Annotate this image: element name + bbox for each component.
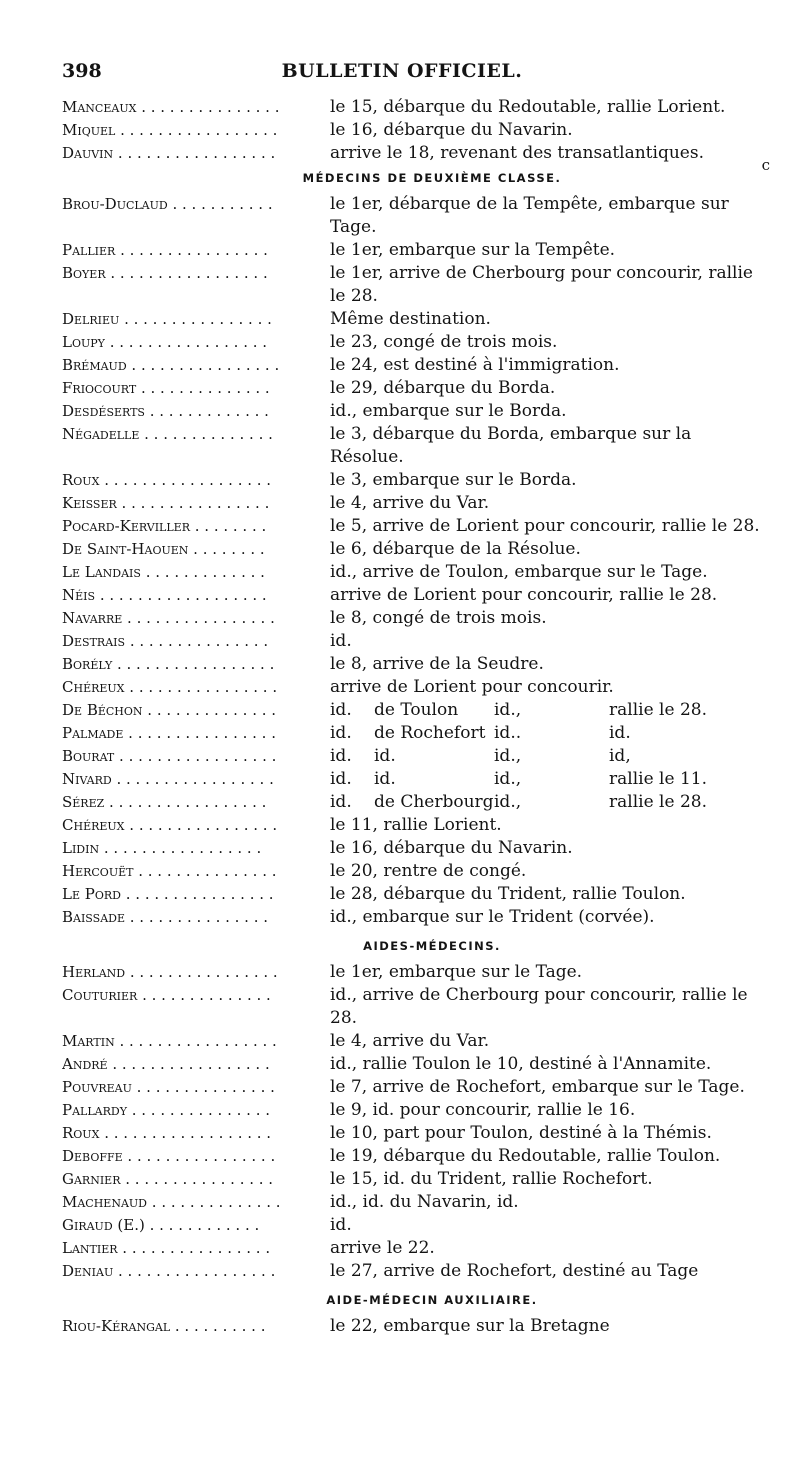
entry-name: Deniau . . . . . . . . . . . . . . . . . [62,1262,276,1280]
leader-dots: . . . . . . . . . . . . . . . [133,862,277,880]
leader-dots: . . . . . . . . . . . . . [144,402,269,420]
entry-name: Miquel . . . . . . . . . . . . . . . . . [62,121,278,139]
entry-name: Keisser . . . . . . . . . . . . . . . . [62,494,270,512]
entry-row [62,1191,762,1214]
leader-dots: . . . . . . . . . . . . . . [136,379,270,397]
entry-row [62,1260,762,1283]
entry-row [62,423,762,469]
entry-row [62,837,762,860]
entry-row [62,1214,762,1237]
entry-row [62,538,762,561]
leader-dots: . . . . . . . . . . . . . . . [131,1078,275,1096]
entry-description: id., arrive de Cherbourg pour concourir, rallie le 28. [330,985,748,1028]
entry-name: Néis . . . . . . . . . . . . . . . . . . [62,586,267,604]
entry-row [62,630,762,653]
entries-group-0 [62,96,762,165]
leader-dots: . . . . . . . . . . . . . . . . . [112,655,275,673]
entry-description: le 9, id. pour concourir, rallie le 16. [330,1100,636,1120]
entry-description: arrive de Lorient pour concourir, rallie le 28. [330,585,718,605]
entry-row [62,1315,762,1338]
leader-dots: . . . . . . . . [188,540,265,558]
entry-description: id., id. du Navarin, id. [330,1192,519,1212]
entry-row [62,1053,762,1076]
entry-description: le 16, débarque du Navarin. [330,120,573,140]
leader-dots: . . . . . . . . . . . . . . . . . [107,1055,270,1073]
entry-description: le 19, débarque du Redoutable, rallie Toulon. [330,1146,721,1166]
entry-name: Lantier . . . . . . . . . . . . . . . . [62,1239,271,1257]
entry-description [328,791,762,814]
entry-row [62,883,762,906]
entry-description: le 27, arrive de Rochefort, destiné au Tage [330,1261,699,1281]
grid-cell: id. [330,700,352,720]
leader-dots: . . . . . . . . . . . . . . [142,701,277,719]
entry-description: le 29, débarque du Borda. [330,378,556,398]
entry-name: Négadelle . . . . . . . . . . . . . . [62,425,273,443]
section-heading-aides: AIDES-MÉDECINS. [363,939,501,953]
grid-row [62,722,762,745]
entry-name: De Saint-Haouen . . . . . . . . [62,540,265,558]
leader-dots: . . . . . . . . . . . . . . . . . . [95,586,267,604]
entry-row [62,119,762,142]
entry-name: Navarre . . . . . . . . . . . . . . . . [62,609,275,627]
entry-name: Couturier . . . . . . . . . . . . . . [62,986,271,1004]
leader-dots: . . . . . . . . . . . . . . . . [124,678,278,696]
entry-name: Destrais . . . . . . . . . . . . . . . [62,632,269,650]
entry-description: le 15, débarque du Redoutable, rallie Lorient. [330,97,726,117]
entry-description [328,699,762,722]
leader-dots: . . . . . . . . . . . . . . . . . [99,839,262,857]
leader-dots: . . . . . . . . . . . . . . . . [124,816,278,834]
entry-description: le 8, arrive de la Seudre. [330,654,544,674]
page-header [62,60,742,88]
grid-cell: rallie le 28. [609,700,707,720]
entry-description: le 4, arrive du Var. [330,493,490,513]
entry-name: Chéreux . . . . . . . . . . . . . . . . [62,816,278,834]
leader-dots: . . . . . . . . . . . . [144,1216,260,1234]
grid-cell: id. [330,723,352,743]
entry-description: id., embarque sur le Borda. [330,401,567,421]
leader-dots: . . . . . . . . . . . . . . [139,425,273,443]
entry-row [62,96,762,119]
leader-dots: . . . . . . . . . . . . . [140,563,265,581]
entry-name: Hercouët . . . . . . . . . . . . . . . [62,862,277,880]
entry-name: Boyer . . . . . . . . . . . . . . . . . [62,264,268,282]
entry-row [62,1145,762,1168]
entry-row [62,1237,762,1260]
grid-cell: id., [494,746,522,766]
entry-description: le 28, débarque du Trident, rallie Toulon. [330,884,686,904]
entry-description: le 24, est destiné à l'immigration. [330,355,620,375]
entries-group-4 [62,1315,762,1338]
entry-name: Dauvin . . . . . . . . . . . . . . . . . [62,144,276,162]
leader-dots: . . . . . . . . . . . . . . . [125,632,269,650]
entry-row [62,584,762,607]
entry-row [62,331,762,354]
entry-name: Garnier . . . . . . . . . . . . . . . . [62,1170,274,1188]
entry-name: Brou-Duclaud . . . . . . . . . . . [62,195,273,213]
page-title: BULLETIN OFFICIEL. [281,60,523,82]
entry-name: Manceaux . . . . . . . . . . . . . . . [62,98,280,116]
entry-description: id., arrive de Toulon, embarque sur le Tage. [330,562,708,582]
entry-description: le 11, rallie Lorient. [330,815,502,835]
leader-dots: . . . . . . . . . . . . . . . . . [111,770,274,788]
grid-cell: id. [609,723,631,743]
leader-dots: . . . . . . . . . . . . . . . [124,908,269,926]
entry-row [62,193,762,239]
leader-dots: . . . . . . . . . . . . . . . . [126,356,280,374]
grid-cell: id., [494,769,522,789]
leader-dots: . . . . . . . . . . [170,1317,266,1335]
entry-row [62,607,762,630]
entry-name: Sérez . . . . . . . . . . . . . . . . . [62,793,267,811]
entry-name: Pallardy . . . . . . . . . . . . . . . [62,1101,270,1119]
leader-dots: . . . . . . . . . . . . . . . . . [104,793,267,811]
entry-row [62,1030,762,1053]
section-heading-second-class: MÉDECINS DE DEUXIÈME CLASSE. [302,171,562,185]
entry-description [328,745,762,768]
entry-row [62,377,762,400]
entry-name: Desdéserts . . . . . . . . . . . . . [62,402,269,420]
entry-name: Machenaud . . . . . . . . . . . . . . [62,1193,281,1211]
leader-dots: . . . . . . . . . . . . . . . . [119,310,272,328]
entry-name: Pouvreau . . . . . . . . . . . . . . . [62,1078,275,1096]
entries-group-3 [62,961,762,1283]
grid-cell: rallie le 28. [609,792,707,812]
entry-row [62,860,762,883]
leader-dots: . . . . . . . . . . . . . . . . [122,609,275,627]
entry-row [62,906,762,929]
leader-dots: . . . . . . . . . . . . . . . . . . [99,1124,272,1142]
entry-name: Chéreux . . . . . . . . . . . . . . . . [62,678,278,696]
entry-name: Pocard-Kerviller . . . . . . . . [62,517,267,535]
entry-row [62,561,762,584]
entry-description: le 20, rentre de congé. [330,861,527,881]
entry-name: Le Pord . . . . . . . . . . . . . . . . [62,885,274,903]
entry-name: Brémaud . . . . . . . . . . . . . . . . [62,356,280,374]
entry-name: Pallier . . . . . . . . . . . . . . . . [62,241,268,259]
entry-row [62,676,762,699]
entry-description: id., rallie Toulon le 10, destiné à l'Annamite. [330,1054,712,1074]
document-body [62,96,762,1338]
entry-description: arrive de Lorient pour concourir. [330,677,614,697]
grid-cell: de Toulon [374,700,459,720]
leader-dots: . . . . . . . . . . . . . . . [136,98,280,116]
entry-name: Baissade . . . . . . . . . . . . . . . [62,908,269,926]
leader-dots: . . . . . . . . . . . . . . . . . . [99,471,272,489]
entry-name: Roux . . . . . . . . . . . . . . . . . . [62,1124,272,1142]
entry-name: Riou-Kérangal . . . . . . . . . . [62,1317,266,1335]
leader-dots: . . . . . . . . . . . . . . . . . [104,333,268,351]
entry-description: le 3, embarque sur le Borda. [330,470,577,490]
entries-group-2 [62,814,762,929]
entry-description: le 1er, débarque de la Tempête, embarque sur Tage. [330,194,729,237]
entry-row [62,984,762,1030]
entries-group-1 [62,193,762,699]
entry-description: id., embarque sur le Trident (corvée). [330,907,655,927]
grid-row [62,768,762,791]
entry-row [62,239,762,262]
entry-name: Nivard . . . . . . . . . . . . . . . . . [62,770,274,788]
grid-cell: id. [374,746,396,766]
leader-dots: . . . . . . . . [189,517,267,535]
entry-description: id. [330,631,352,651]
entry-description: le 5, arrive de Lorient pour concourir, rallie le 28. [330,516,760,536]
grid-cell: id., [494,792,522,812]
entry-description: le 3, débarque du Borda, embarque sur la Résolue. [330,424,692,467]
leader-dots: . . . . . . . . . . . . . . . . . [113,1262,276,1280]
entry-row [62,1168,762,1191]
entry-description: arrive le 18, revenant des transatlantiques. [330,143,704,163]
entry-name: Deboffe . . . . . . . . . . . . . . . . [62,1147,276,1165]
entry-row [62,469,762,492]
entry-description: le 6, débarque de la Résolue. [330,539,581,559]
leader-dots: . . . . . . . . . . . . . . . . [120,1170,274,1188]
entry-description: le 16, débarque du Navarin. [330,838,573,858]
leader-dots: . . . . . . . . . . . . . . . . . [114,747,277,765]
entry-name: Herland . . . . . . . . . . . . . . . . [62,963,278,981]
entry-name: Le Landais . . . . . . . . . . . . . [62,563,265,581]
leader-dots: . . . . . . . . . . . . . . . . [117,1239,271,1257]
section-heading-auxiliary: AIDE-MÉDECIN AUXILIAIRE. [326,1293,538,1307]
grid-cell: rallie le 11. [609,769,707,789]
entry-row [62,1122,762,1145]
entry-row [62,1099,762,1122]
entry-name: Borély . . . . . . . . . . . . . . . . . [62,655,275,673]
entry-description: le 22, embarque sur la Bretagne [330,1316,610,1336]
entry-description: le 8, congé de trois mois. [330,608,547,628]
entry-name: André . . . . . . . . . . . . . . . . . [62,1055,270,1073]
entry-row [62,262,762,308]
leader-dots: . . . . . . . . . . . . . . . . . [113,144,276,162]
entry-row [62,354,762,377]
grid-cell: id. [374,769,396,789]
margin-note: c [761,156,770,174]
grid-cell: de Rochefort [374,723,486,743]
grid-row [62,791,762,814]
entry-description: le 15, id. du Trident, rallie Rochefort. [330,1169,653,1189]
entries-grid [62,699,762,814]
grid-cell: id. [330,746,352,766]
entry-row [62,1076,762,1099]
grid-cell: id., [494,700,522,720]
entry-description: le 23, congé de trois mois. [330,332,558,352]
entry-name: Friocourt . . . . . . . . . . . . . . [62,379,270,397]
entry-description: le 4, arrive du Var. [330,1031,490,1051]
leader-dots: . . . . . . . . . . . . . . . . . [115,121,278,139]
entry-description: le 10, part pour Toulon, destiné à la Thémis. [330,1123,712,1143]
leader-dots: . . . . . . . . . . . . . . . . [125,963,278,981]
entry-name: Giraud (E.) . . . . . . . . . . . . [62,1216,260,1234]
entry-row [62,961,762,984]
entry-name: Delrieu . . . . . . . . . . . . . . . . [62,310,272,328]
entry-row [62,142,762,165]
entry-name: Roux . . . . . . . . . . . . . . . . . . [62,471,272,489]
leader-dots: . . . . . . . . . . . . . . [137,986,271,1004]
leader-dots: . . . . . . . . . . . . . . . . [122,1147,276,1165]
entry-description: le 1er, embarque sur le Tage. [330,962,583,982]
entry-name: Palmade . . . . . . . . . . . . . . . . [62,724,276,742]
entry-description [328,722,762,745]
grid-row [62,745,762,768]
entry-row [62,653,762,676]
entry-name: Martin . . . . . . . . . . . . . . . . . [62,1032,277,1050]
entry-description: le 1er, arrive de Cherbourg pour concourir, rallie le 28. [330,263,753,306]
leader-dots: . . . . . . . . . . . . . . [147,1193,281,1211]
entry-description: Même destination. [330,309,491,329]
grid-row [62,699,762,722]
leader-dots: . . . . . . . . . . . . . . . . [116,494,270,512]
entry-description: id. [330,1215,352,1235]
entry-description [328,768,762,791]
grid-cell: id. [330,769,352,789]
leader-dots: . . . . . . . . . . . . . . . . . [105,264,268,282]
leader-dots: . . . . . . . . . . . . . . . [126,1101,270,1119]
leader-dots: . . . . . . . . . . . . . . . . [123,724,276,742]
entry-description: arrive le 22. [330,1238,435,1258]
entry-row [62,814,762,837]
grid-cell: id, [609,746,631,766]
entry-row [62,515,762,538]
grid-cell: id. [330,792,352,812]
entry-name: De Béchon . . . . . . . . . . . . . . [62,701,277,719]
leader-dots: . . . . . . . . . . . . . . . . . [114,1032,277,1050]
entry-row [62,492,762,515]
entry-row [62,308,762,331]
leader-dots: . . . . . . . . . . . . . . . . [120,885,274,903]
leader-dots: . . . . . . . . . . . . . . . . [115,241,268,259]
page-number: 398 [62,60,102,82]
leader-dots: . . . . . . . . . . . [167,195,273,213]
entry-description: le 1er, embarque sur la Tempête. [330,240,616,260]
entry-row [62,400,762,423]
entry-name: Lidin . . . . . . . . . . . . . . . . . [62,839,262,857]
entry-name: Bourat . . . . . . . . . . . . . . . . . [62,747,277,765]
entry-description: le 7, arrive de Rochefort, embarque sur le Tage. [330,1077,745,1097]
grid-cell: id.. [494,723,522,743]
entry-name: Loupy . . . . . . . . . . . . . . . . . [62,333,268,351]
grid-cell: de Cherbourg [374,792,494,812]
